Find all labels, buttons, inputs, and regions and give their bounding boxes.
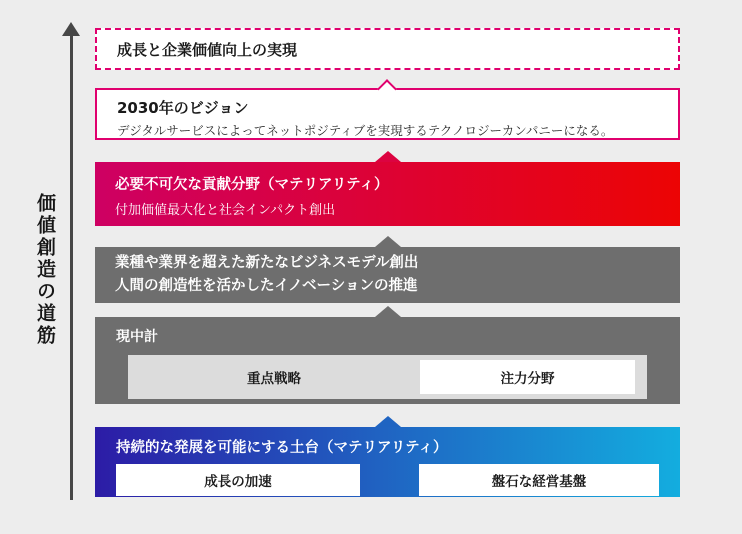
chevron-up-connector-icon — [377, 79, 397, 99]
foundation-box — [95, 427, 680, 497]
vision-2030-box — [95, 88, 680, 140]
materiality-contribution-title: 必要不可欠な貢献分野（マテリアリティ） — [115, 177, 389, 193]
focus-area-box: 注力分野 — [420, 360, 635, 394]
triangle-up-connector-icon — [375, 236, 401, 247]
solid-management-base-box: 盤石な経営基盤 — [419, 464, 659, 496]
materiality-contribution-box — [95, 162, 680, 226]
business-model-box — [95, 247, 680, 303]
growth-acceleration-box: 成長の加速 — [116, 464, 360, 496]
midterm-plan-box — [95, 317, 680, 404]
goal-label: 成長と企業価値向上の実現 — [117, 40, 298, 59]
business-model-line1: 業種や業界を超えた新たなビジネスモデル創出 — [115, 254, 419, 271]
key-strategy-label: 重点戦略 — [247, 371, 301, 387]
axis-vertical-label: 価値創造の道筋 — [34, 193, 56, 347]
foundation-row — [116, 464, 659, 496]
foundation-title: 持続的な発展を可能にする土台（マテリアリティ） — [116, 440, 448, 456]
vision-description: デジタルサービスによってネットポジティブを実現するテクノロジーカンパニーになる。 — [117, 123, 614, 138]
business-model-line2: 人間の創造性を活かしたイノベーションの推進 — [115, 278, 418, 294]
midterm-plan-panel — [128, 355, 647, 399]
value-creation-arrow-line — [70, 34, 73, 500]
vision-title: 2030年のビジョン — [117, 99, 249, 117]
goal-box — [95, 28, 680, 70]
materiality-contribution-subtitle: 付加価値最大化と社会インパクト創出 — [115, 203, 336, 218]
midterm-plan-title: 現中計 — [116, 329, 158, 345]
triangle-up-connector-icon — [375, 306, 401, 317]
triangle-up-connector-icon — [375, 416, 401, 427]
diagram-stack — [95, 0, 680, 534]
arrow-up-icon — [62, 22, 80, 36]
triangle-up-connector-icon — [375, 151, 401, 162]
